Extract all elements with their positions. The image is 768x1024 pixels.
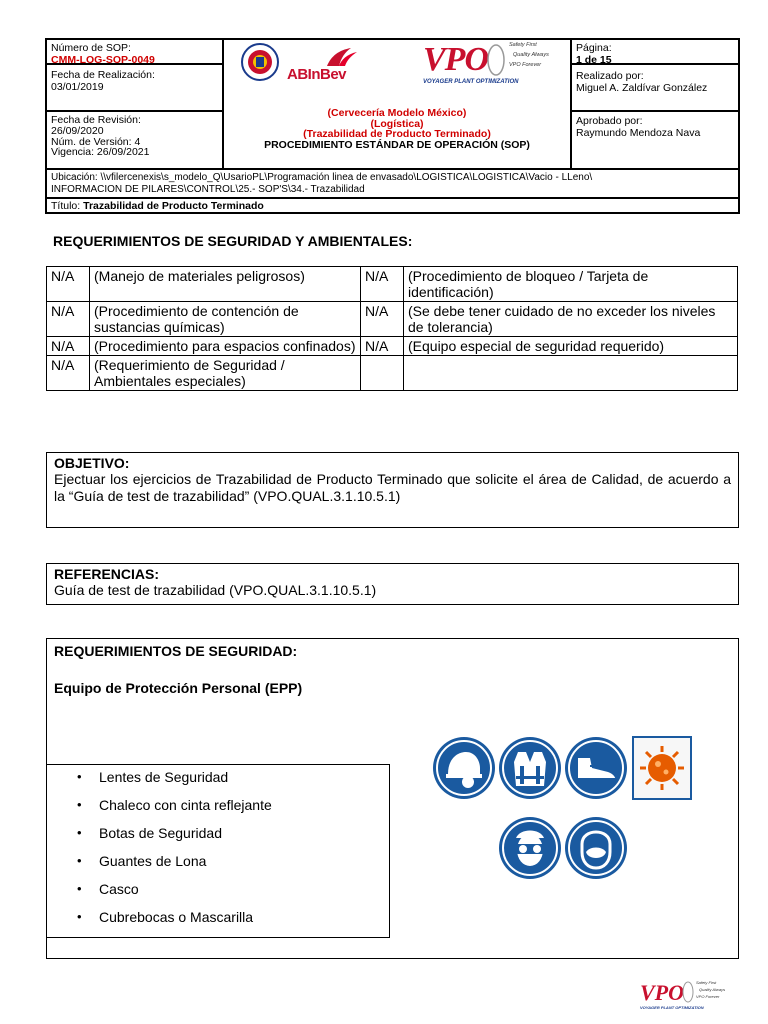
location-cell bbox=[47, 170, 740, 197]
references-heading: REFERENCIAS: bbox=[54, 566, 160, 582]
epp-list-item: • Botas de Seguridad bbox=[47, 823, 389, 851]
vest-icon bbox=[498, 736, 562, 800]
epp-list bbox=[47, 767, 389, 935]
safety-env-row bbox=[47, 337, 738, 356]
revision-cell bbox=[47, 113, 222, 160]
footer-vpo-wordmark: VPO bbox=[640, 980, 684, 1005]
references-text: Guía de test de trazabilidad (VPO.QUAL.3.1.10.5.1) bbox=[54, 582, 377, 598]
safety-env-right-mark bbox=[361, 356, 404, 391]
sop-number-cell bbox=[47, 41, 222, 68]
vpo-subtitle: VOYAGER PLANT OPTIMIZATION bbox=[423, 79, 519, 85]
title-value: Trazabilidad de Producto Terminado bbox=[83, 200, 264, 212]
approved-label: Aprobado por: bbox=[576, 115, 643, 127]
sop-header-table bbox=[45, 38, 740, 214]
sop-number: CMM-LOG-SOP-0049 bbox=[51, 53, 155, 66]
epp-list-box bbox=[46, 764, 390, 938]
safety-env-right-mark: N/A bbox=[361, 337, 404, 356]
page-label: Página: bbox=[576, 42, 612, 54]
mask-icon bbox=[564, 816, 628, 880]
safety-env-row bbox=[47, 356, 738, 391]
title-cell bbox=[47, 199, 740, 215]
objective-text: Ejectuar los ejercicios de Trazabilidad de Producto Terminado que solicite el área de Calidad, de acuerdo a la “Guía de test de trazabilidad” (VPO.QUAL.3.1.10.5.1) bbox=[54, 471, 731, 504]
safety-env-right-text: (Se debe tener cuidado de no exceder los niveles de tolerancia) bbox=[404, 302, 738, 337]
doc-type: PROCEDIMIENTO ESTÁNDAR DE OPERACIÓN (SOP) bbox=[264, 138, 530, 151]
goggles-icon bbox=[498, 816, 562, 880]
approved-by: Raymundo Mendoza Nava bbox=[576, 126, 701, 139]
realization-label: Fecha de Realización: bbox=[51, 69, 155, 81]
made-by: Miguel A. Zaldívar González bbox=[576, 81, 708, 94]
vpo-logo bbox=[423, 41, 571, 89]
safety-env-right-text: (Procedimiento de bloqueo / Tarjeta de identificación) bbox=[404, 267, 738, 302]
revision-label: Fecha de Revisión: bbox=[51, 114, 141, 126]
realization-cell bbox=[47, 68, 222, 95]
version: Núm. de Versión: 4 bbox=[51, 135, 141, 148]
made-by-label: Realizado por: bbox=[576, 70, 644, 82]
safety-env-right-text: (Equipo especial de seguridad requerido) bbox=[404, 337, 738, 356]
helmet-icon bbox=[432, 736, 496, 800]
safety-env-left-text: (Procedimiento de contención de sustancias químicas) bbox=[90, 302, 361, 337]
references-box bbox=[46, 563, 739, 605]
vpo-tag-safety: Safety First bbox=[509, 42, 537, 48]
safety-env-heading: REQUERIMIENTOS DE SEGURIDAD Y AMBIENTALES: bbox=[53, 233, 413, 249]
revision-date: 26/09/2020 bbox=[51, 124, 104, 137]
footer-tag-safety: Safety First bbox=[696, 980, 717, 985]
validity: Vigencia: 26/09/2021 bbox=[51, 146, 150, 159]
sop-number-label: Número de SOP: bbox=[51, 42, 131, 54]
epp-list-item: • Lentes de Seguridad bbox=[47, 767, 389, 795]
safety-env-row bbox=[47, 267, 738, 302]
footer-tag-quality: Quality Always bbox=[699, 987, 726, 992]
page-value: 1 de 15 bbox=[576, 53, 612, 66]
epp-list-item: • Chaleco con cinta reflejante bbox=[47, 795, 389, 823]
footer-vpo-subtitle: VOYAGER PLANT OPTIMIZATION bbox=[640, 1005, 704, 1010]
safety-env-left-text: (Requerimiento de Seguridad / Ambientales especiales) bbox=[90, 356, 361, 391]
safety-env-left-mark: N/A bbox=[47, 267, 90, 302]
safety-env-left-text: (Procedimiento para espacios confinados) bbox=[90, 337, 361, 356]
abinbev-logo bbox=[279, 46, 369, 84]
vpo-tag-quality: Quality Always bbox=[513, 52, 549, 58]
objective-heading: OBJETIVO: bbox=[54, 455, 130, 471]
safety-env-right-mark: N/A bbox=[361, 267, 404, 302]
safety-env-left-mark: N/A bbox=[47, 337, 90, 356]
abinbev-wordmark: ABInBev bbox=[287, 66, 347, 83]
epp-subheading: Equipo de Protección Personal (EPP) bbox=[54, 680, 303, 696]
virus-icon bbox=[632, 736, 692, 800]
safety-env-row bbox=[47, 302, 738, 337]
company-name: (Cervecería Modelo México) bbox=[327, 107, 467, 119]
safety-box bbox=[46, 638, 739, 959]
title-label: Título: bbox=[51, 200, 84, 212]
footer-tag-forever: VPO Forever bbox=[696, 994, 720, 999]
grupo-modelo-logo bbox=[241, 43, 279, 81]
epp-icons bbox=[432, 736, 692, 886]
area-name: (Logística) bbox=[370, 117, 424, 130]
epp-list-item: • Cubrebocas o Mascarilla bbox=[47, 907, 389, 935]
epp-list-item: • Guantes de Lona bbox=[47, 851, 389, 879]
approved-cell bbox=[572, 114, 740, 141]
subject-name: (Trazabilidad de Producto Terminado) bbox=[303, 128, 491, 140]
header-title-block bbox=[224, 106, 570, 152]
vpo-tag-forever: VPO Forever bbox=[509, 62, 542, 68]
made-by-cell bbox=[572, 69, 740, 96]
objective-box bbox=[46, 452, 739, 528]
safety-env-left-text: (Manejo de materiales peligrosos) bbox=[90, 267, 361, 302]
boot-icon bbox=[564, 736, 628, 800]
page-cell bbox=[572, 41, 740, 68]
safety-heading: REQUERIMIENTOS DE SEGURIDAD: bbox=[54, 643, 298, 659]
safety-env-table bbox=[46, 266, 738, 391]
location-line-1: Ubicación: \\vfilercenexis\s_modelo_Q\UsarioPL\Programación linea de envasado\LOGISTICA\LOGISTICA\Vacio - LLeno\ bbox=[51, 172, 593, 183]
realization-date: 03/01/2019 bbox=[51, 80, 104, 93]
safety-env-left-mark: N/A bbox=[47, 302, 90, 337]
location-line-2: INFORMACION DE PILARES\CONTROL\25.- SOP'S\34.- Trazabilidad bbox=[51, 183, 365, 195]
epp-list-item: • Casco bbox=[47, 879, 389, 907]
footer-vpo-logo bbox=[640, 980, 740, 1014]
safety-env-right-text bbox=[404, 356, 738, 391]
safety-env-left-mark: N/A bbox=[47, 356, 90, 391]
safety-env-right-mark: N/A bbox=[361, 302, 404, 337]
vpo-wordmark: VPO bbox=[423, 41, 488, 78]
